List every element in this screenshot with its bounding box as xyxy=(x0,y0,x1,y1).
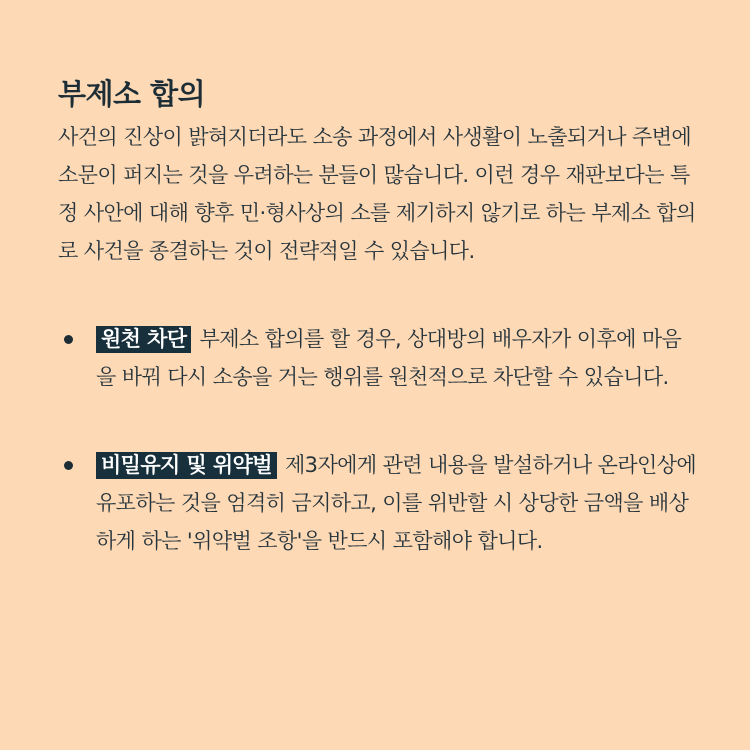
content-area xyxy=(58,72,698,560)
highlight-tag: 원천 차단 xyxy=(96,326,191,353)
bullet-item-source-block xyxy=(58,320,698,396)
bullet-text: 제3자에게 관련 내용을 발설하거나 온라인상에 유포하는 것을 엄격히 금지하고, 이를 위반할 시 상당한 금액을 배상하게 하는 '위약벌 조항'을 반드시 포함해야 합니다. xyxy=(96,453,697,553)
bullet-dot-icon xyxy=(64,335,73,344)
bullet-dot-icon xyxy=(64,461,73,470)
intro-paragraph: 사건의 진상이 밝혀지더라도 소송 과정에서 사생활이 노출되거나 주변에 소문이 퍼지는 것을 우려하는 분들이 많습니다. 이런 경우 재판보다는 특정 사안에 대해 향후 민·형사상의 소를 제기하지 않기로 하는 부제소 합의로 사건을 종결하는 것이 전략적일 수 있습니다. xyxy=(58,125,696,263)
section-title: 부제소 합의 xyxy=(58,77,206,111)
highlight-tag: 비밀유지 및 위약벌 xyxy=(96,452,277,479)
bullet-list xyxy=(58,320,698,560)
bullet-text: 부제소 합의를 할 경우, 상대방의 배우자가 이후에 마음을 바꿔 다시 소송을 거는 행위를 원천적으로 차단할 수 있습니다. xyxy=(96,327,682,389)
bullet-item-confidentiality xyxy=(58,446,698,560)
